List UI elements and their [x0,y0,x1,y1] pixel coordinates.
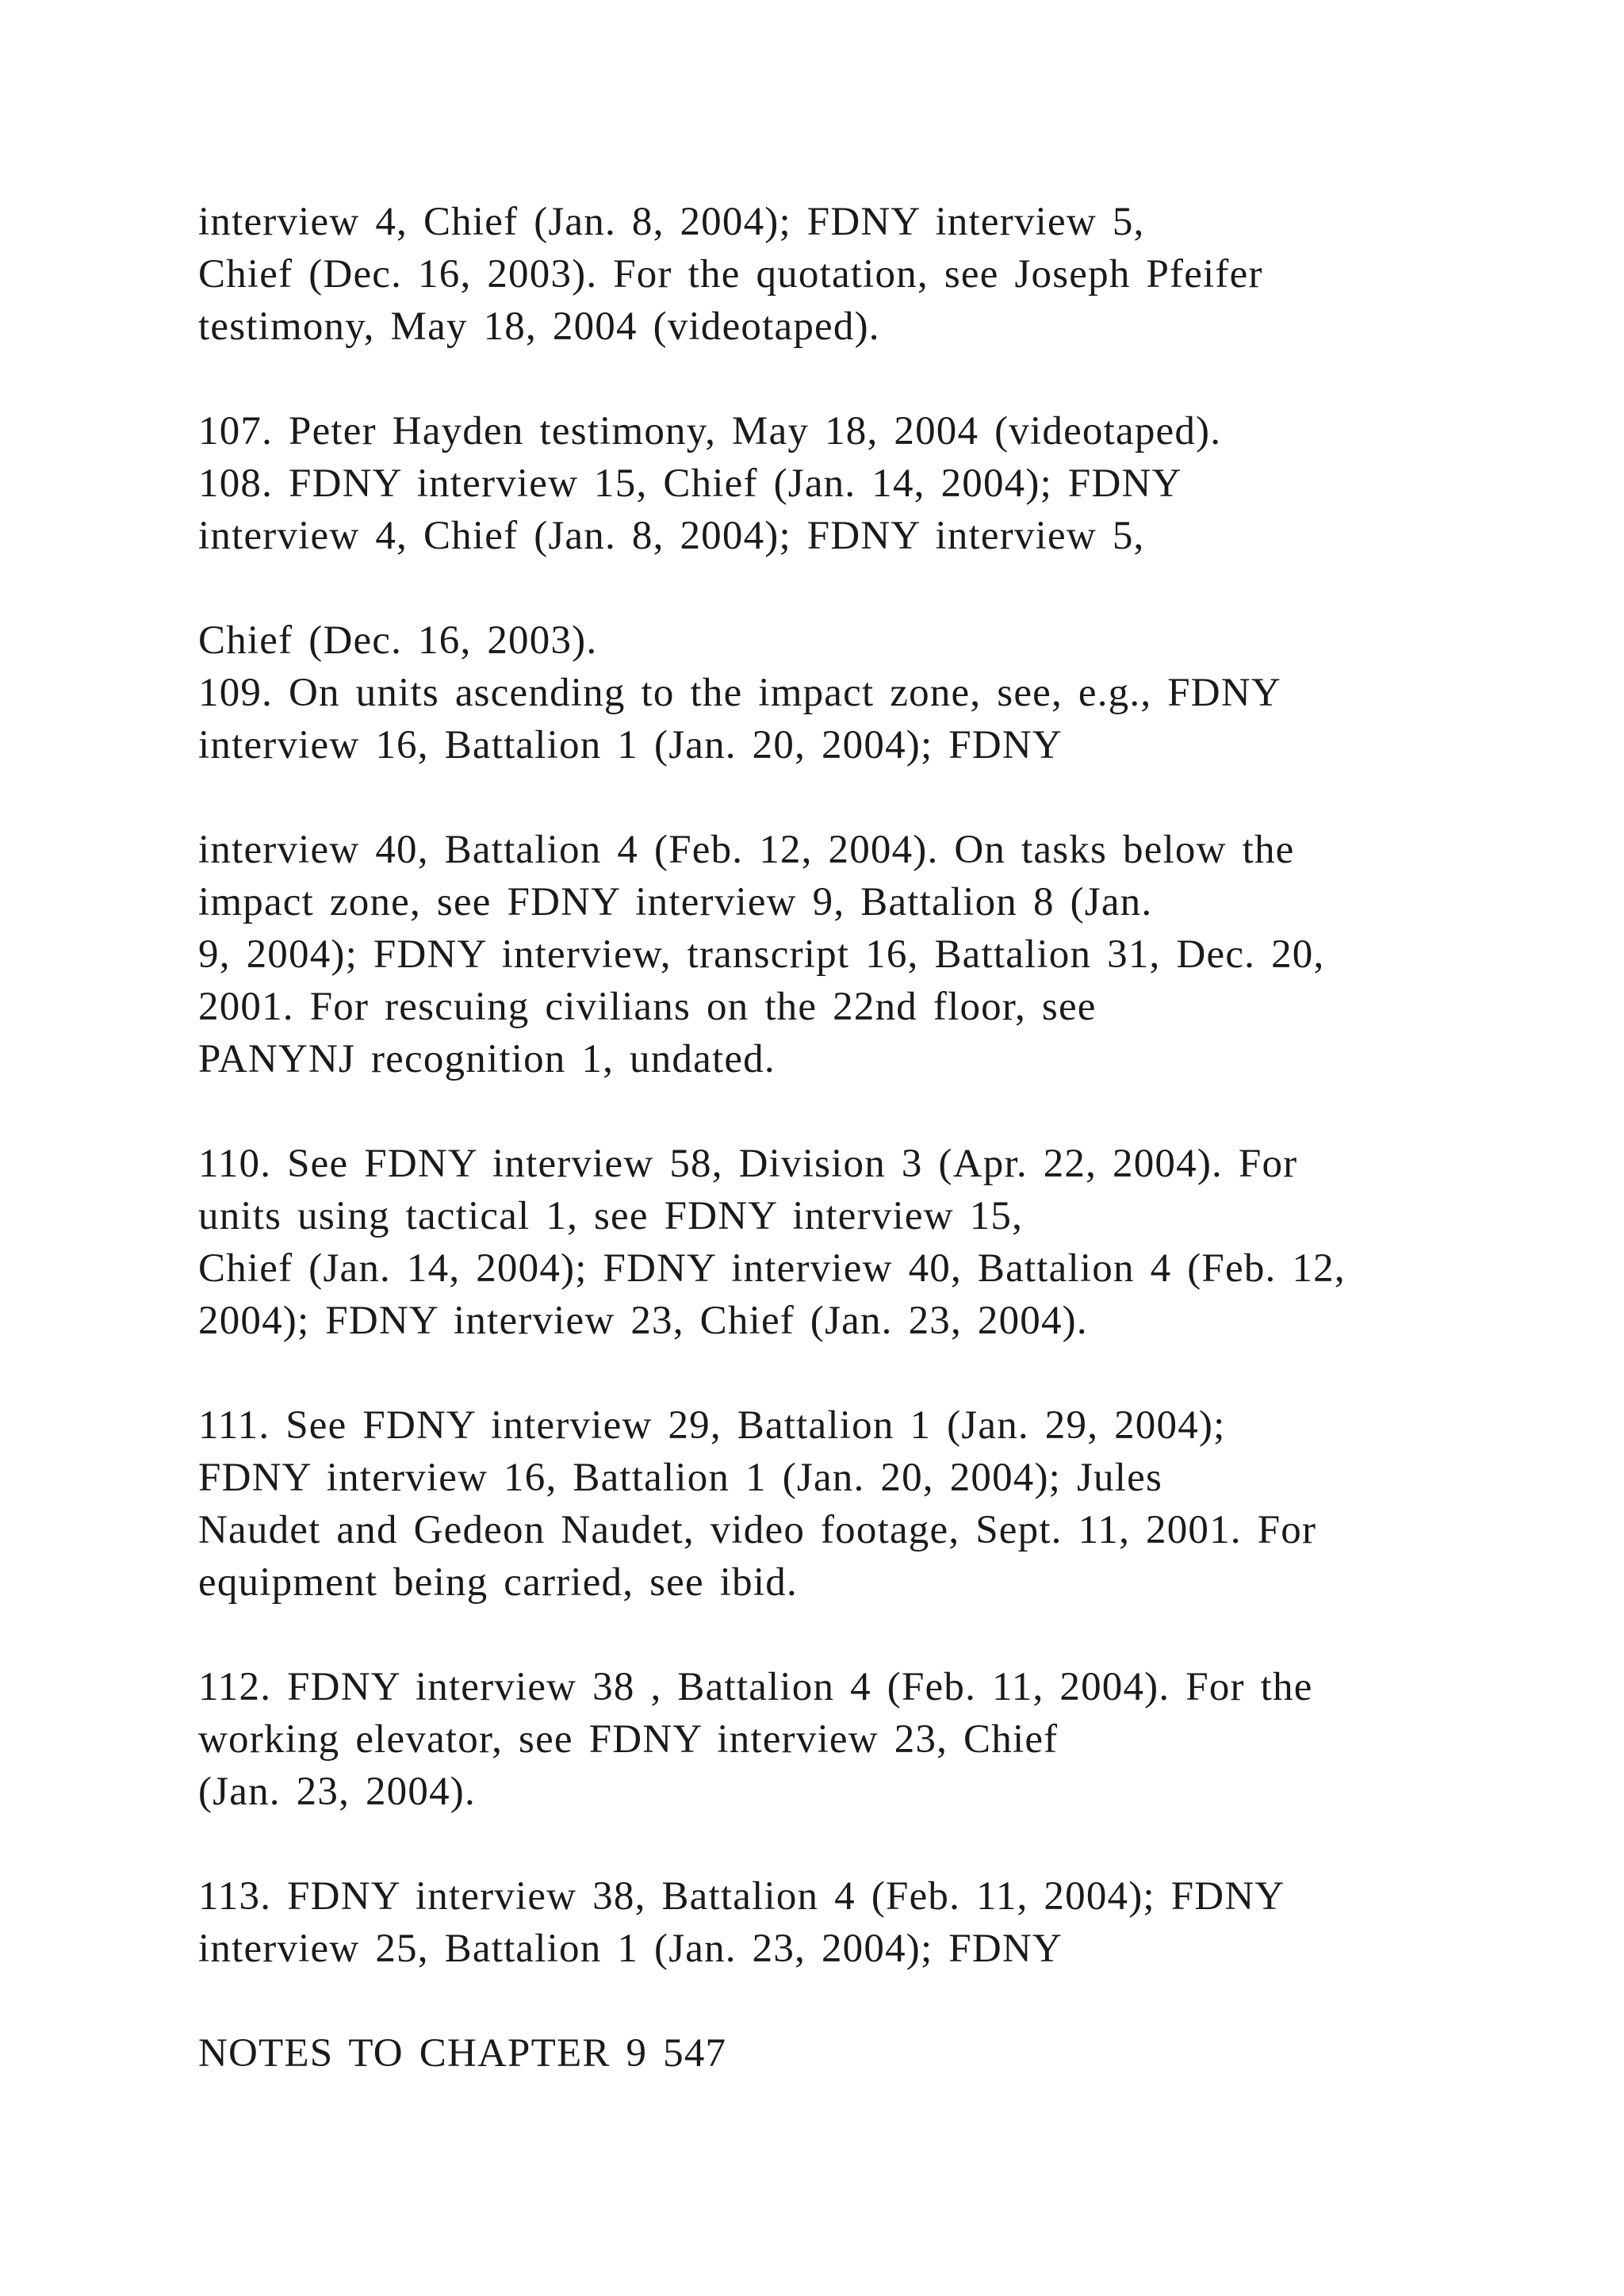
text-line: testimony, May 18, 2004 (videotaped). [198,304,880,349]
text-line: interview 4, Chief (Jan. 8, 2004); FDNY interview 5, [198,514,1145,558]
text-line: 113. FDNY interview 38, Battalion 4 (Feb. 11, 2004); FDNY [198,1874,1285,1919]
text-line: interview 4, Chief (Jan. 8, 2004); FDNY interview 5, [198,200,1145,244]
text-line: 2004); FDNY interview 23, Chief (Jan. 23, 2004). [198,1299,1088,1343]
text-line: 9, 2004); FDNY interview, transcript 16, Battalion 31, Dec. 20, [198,932,1325,977]
text-line: working elevator, see FDNY interview 23, Chief [198,1717,1059,1762]
text-line: FDNY interview 16, Battalion 1 (Jan. 20, 2004); Jules [198,1456,1162,1500]
text-line: 107. Peter Hayden testimony, May 18, 2004 (videotaped). [198,409,1222,453]
text-line: equipment being carried, see ibid. [198,1560,798,1605]
text-line: interview 25, Battalion 1 (Jan. 23, 2004); FDNY [198,1927,1063,1971]
text-line: Chief (Jan. 14, 2004); FDNY interview 40, Battalion 4 (Feb. 12, [198,1246,1346,1291]
text-line: 109. On units ascending to the impact zone, see, e.g., FDNY [198,671,1281,715]
text-line: Chief (Dec. 16, 2003). [198,618,598,663]
text-line: 111. See FDNY interview 29, Battalion 1 (Jan. 29, 2004); [198,1403,1226,1448]
text-line: impact zone, see FDNY interview 9, Battalion 8 (Jan. [198,880,1153,924]
text-line: 112. FDNY interview 38 , Battalion 4 (Feb. 11, 2004). For the [198,1665,1313,1709]
text-line: 108. FDNY interview 15, Chief (Jan. 14, 2004); FDNY [198,461,1182,506]
text-line: PANYNJ recognition 1, undated. [198,1037,776,1081]
text-line: Naudet and Gedeon Naudet, video footage, Sept. 11, 2001. For [198,1508,1317,1552]
text-line: Chief (Dec. 16, 2003). For the quotation, see Joseph Pfeifer [198,252,1263,297]
text-line: 110. See FDNY interview 58, Division 3 (Apr. 22, 2004). For [198,1142,1298,1186]
text-line: interview 16, Battalion 1 (Jan. 20, 2004); FDNY [198,723,1063,767]
text-line: interview 40, Battalion 4 (Feb. 12, 2004). On tasks below the [198,828,1295,872]
text-line: (Jan. 23, 2004). [198,1770,476,1814]
text-line: units using tactical 1, see FDNY interview 15, [198,1194,1024,1238]
page-footer: NOTES TO CHAPTER 9 547 [198,2031,727,2076]
text-line: 2001. For rescuing civilians on the 22nd floor, see [198,985,1097,1029]
